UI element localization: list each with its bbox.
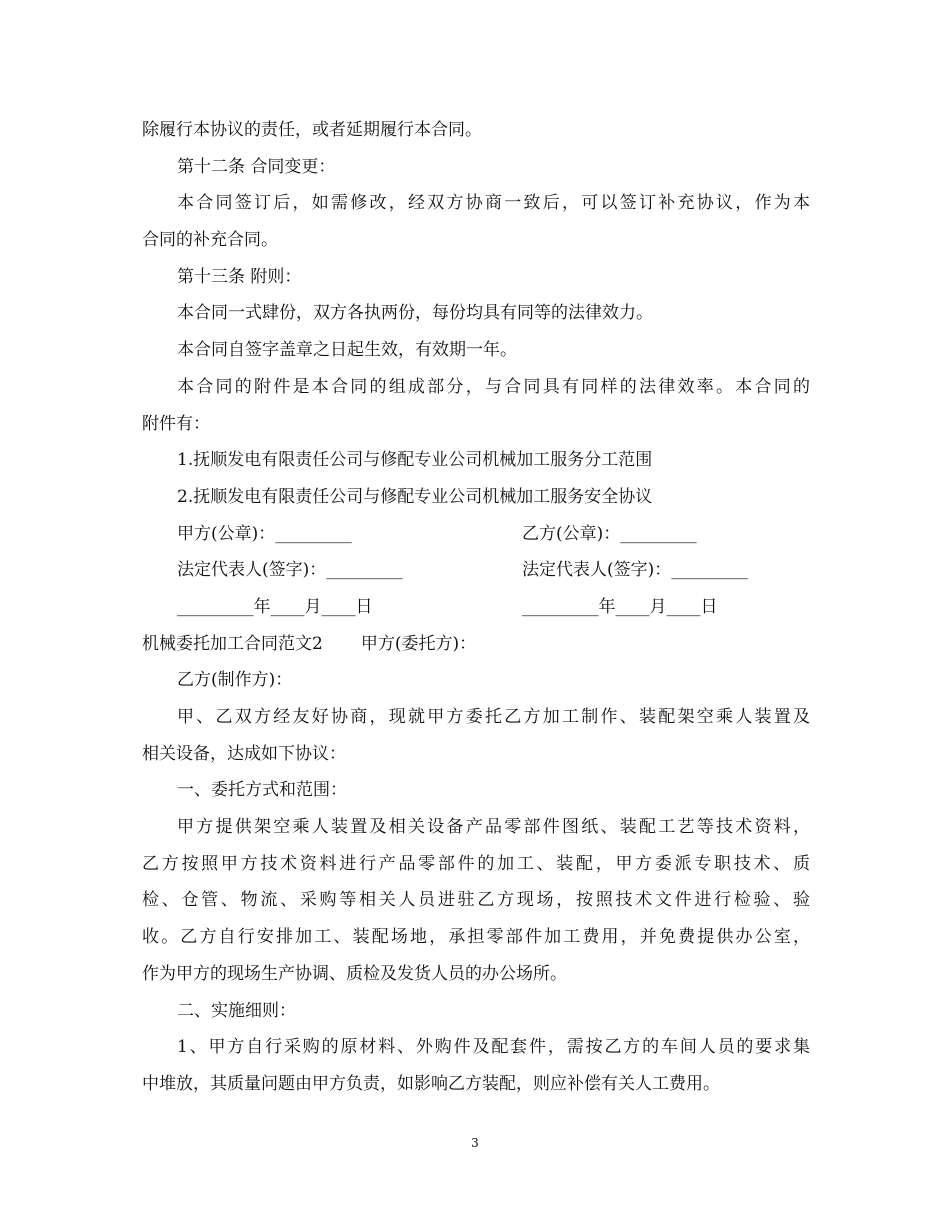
paragraph-line: 本合同一式肆份，双方各执两份，每份均具有同等的法律效力。 — [177, 303, 653, 324]
paragraph-line: 合同的补充合同。 — [142, 230, 278, 251]
party-b-rep-field: 法定代表人(签字)：_________ — [522, 560, 748, 581]
article-heading: 第十三条 附则： — [177, 266, 302, 287]
party-b-date-field: _________年____月____日 — [522, 596, 718, 617]
paragraph-line: 乙方按照甲方技术资料进行产品零部件的加工、装配，甲方委派专职技术、质 — [142, 853, 810, 874]
section-heading: 二、实施细则： — [177, 1000, 296, 1021]
signature-date-row — [142, 589, 810, 626]
section-heading: 一、委托方式和范围： — [177, 780, 347, 801]
paragraph-line: 甲、乙双方经友好协商，现就甲方委托乙方加工制作、装配架空乘人装置及 — [177, 707, 810, 727]
paragraph-line: 本合同签订后，如需修改，经双方协商一致后，可以签订补充协议，作为本 — [177, 193, 810, 214]
second-contract-title: 机械委托加工合同范文2 — [142, 633, 323, 654]
signature-seal-row — [142, 516, 810, 553]
signature-rep-row — [142, 552, 810, 589]
attachment-item: 2.抚顺发电有限责任公司与修配专业公司机械加工服务安全协议 — [177, 486, 653, 507]
party-a-seal-field: 甲方(公章)：_________ — [177, 523, 352, 544]
article-heading: 第十二条 合同变更： — [177, 156, 336, 177]
paragraph-line: 作为甲方的现场生产协调、质检及发货人员的办公场所。 — [142, 963, 567, 984]
paragraph-line: 甲方提供架空乘人装置及相关设备产品零部件图纸、装配工艺等技术资料， — [177, 817, 810, 838]
paragraph-line: 收。乙方自行安排加工、装配场地，承担零部件加工费用，并免费提供办公室， — [142, 927, 810, 948]
paragraph-line: 除履行本协议的责任，或者延期履行本合同。 — [142, 120, 482, 140]
party-a-label: 甲方(委托方)： — [360, 633, 477, 654]
page-number: 3 — [471, 1136, 479, 1150]
second-contract-heading — [142, 626, 810, 663]
document-body — [142, 112, 810, 1103]
party-b-label: 乙方(制作方)： — [177, 670, 293, 691]
paragraph-line: 本合同的附件是本合同的组成部分，与合同具有同样的法律效率。本合同的 — [177, 376, 810, 397]
attachment-item: 1.抚顺发电有限责任公司与修配专业公司机械加工服务分工范围 — [177, 450, 653, 471]
party-b-seal-field: 乙方(公章)：_________ — [522, 523, 697, 544]
paragraph-line: 本合同自签字盖章之日起生效，有效期一年。 — [177, 340, 517, 361]
party-a-rep-field: 法定代表人(签字)：_________ — [177, 560, 403, 581]
paragraph-line: 1、甲方自行采购的原材料、外购件及配套件，需按乙方的车间人员的要求集 — [177, 1037, 810, 1058]
paragraph-line: 检、仓管、物流、采购等相关人员进驻乙方现场，按照技术文件进行检验、验 — [142, 890, 810, 911]
paragraph-line: 中堆放，其质量问题由甲方负责，如影响乙方装配，则应补偿有关人工费用。 — [142, 1073, 720, 1094]
party-a-date-field: _________年____月____日 — [177, 596, 373, 617]
paragraph-line: 相关设备，达成如下协议： — [142, 743, 346, 764]
paragraph-line: 附件有： — [142, 413, 210, 434]
